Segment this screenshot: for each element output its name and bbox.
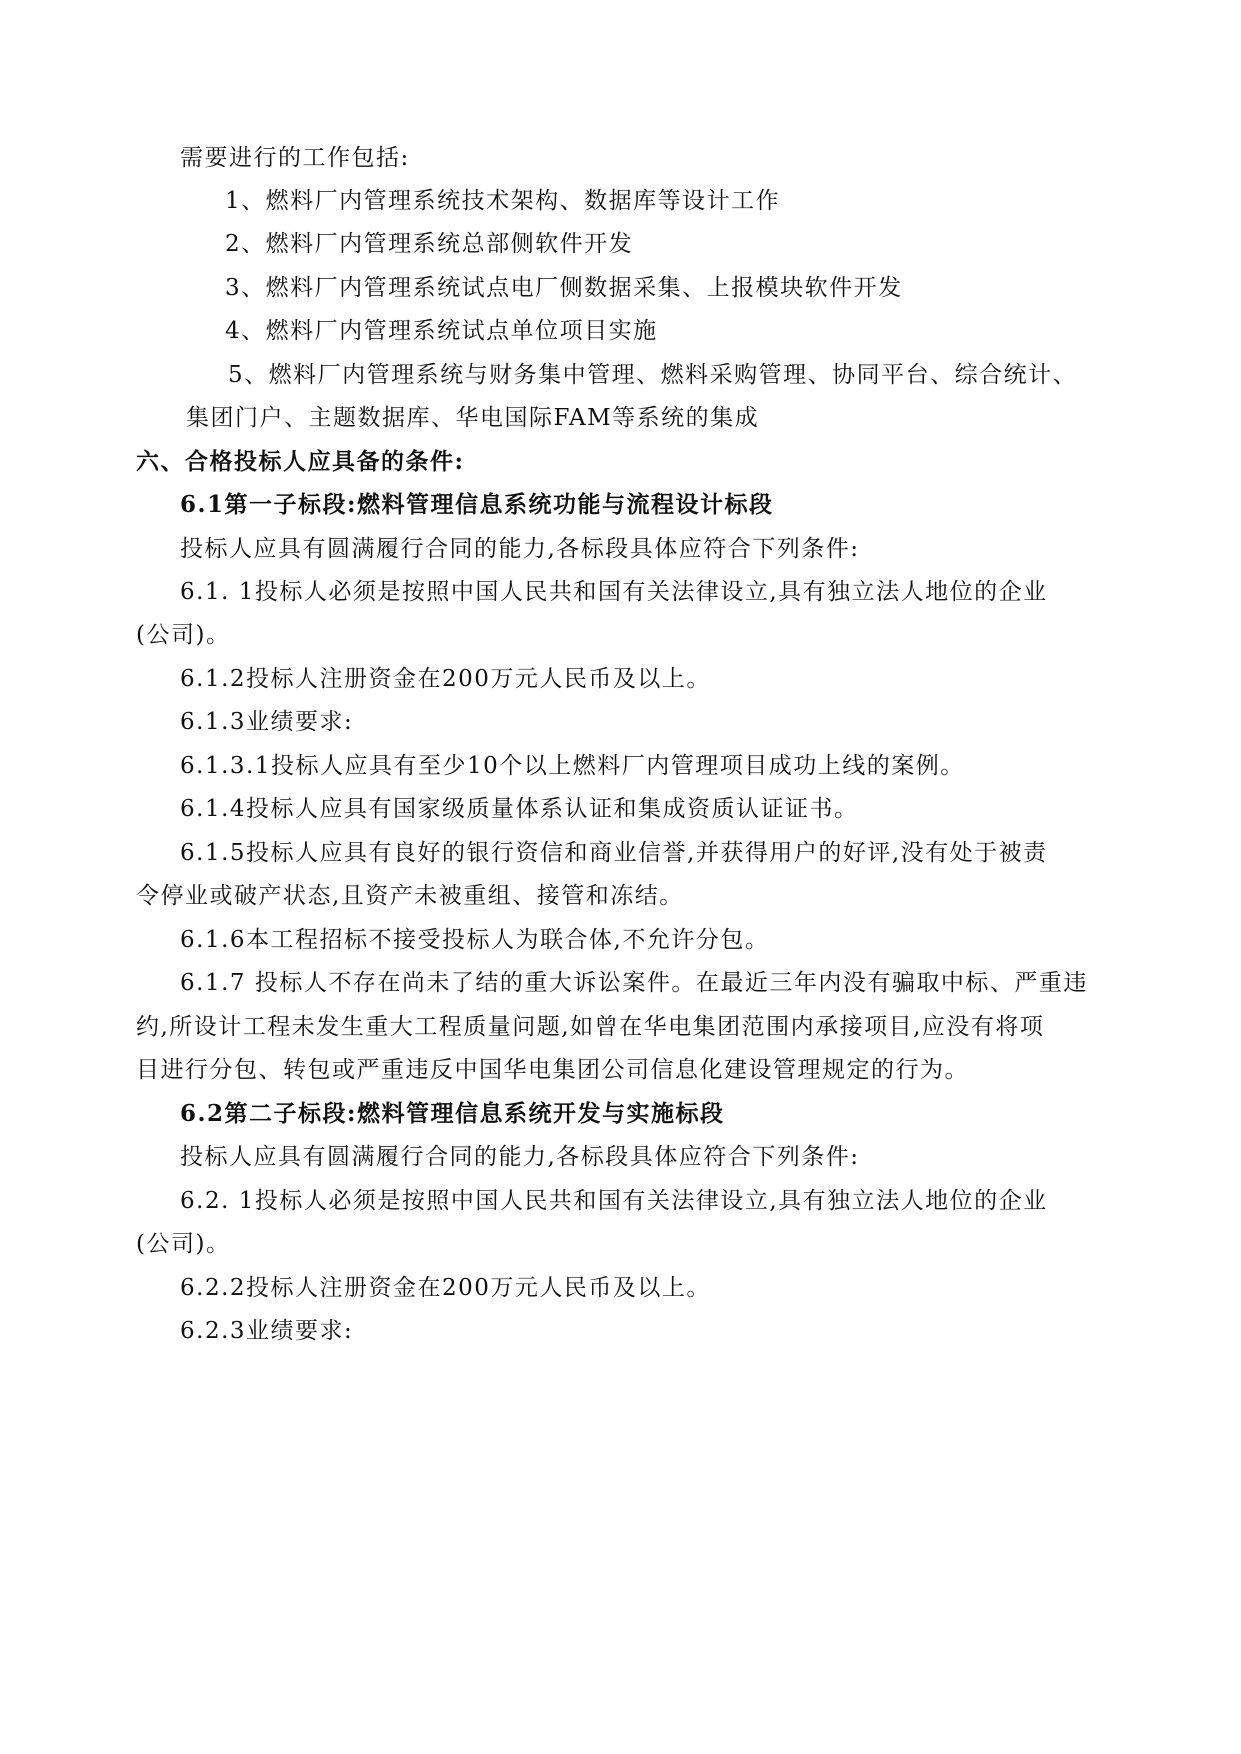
paragraph-line: 6.1.5投标人应具有良好的银行资信和商业信誉,并获得用户的好评,没有处于被责 (180, 840, 1048, 866)
paragraph-line: 令停业或破产状态,且资产未被重组、接管和冻结。 (136, 883, 684, 909)
paragraph-line: (公司)。 (136, 622, 231, 648)
work-item: 1、燃料厂内管理系统技术架构、数据库等设计工作 (225, 188, 781, 214)
paragraph-line: 6.2. 1投标人必须是按照中国人民共和国有关法律设立,具有独立法人地位的企业 (180, 1188, 1048, 1214)
work-item: 2、燃料厂内管理系统总部侧软件开发 (225, 231, 634, 257)
paragraph-line: 6.1.2投标人注册资金在200万元人民币及以上。 (180, 666, 711, 692)
paragraph-line: 6.1.6本工程招标不接受投标人为联合体,不允许分包。 (180, 927, 770, 953)
paragraph-line: 约,所设计工程未发生重大工程质量问题,如曾在华电集团范围内承接项目,应没有将项 (136, 1014, 1045, 1040)
paragraph-line: (公司)。 (136, 1231, 231, 1257)
intro-line: 需要进行的工作包括: (180, 145, 410, 171)
section-heading: 六、合格投标人应具备的条件: (136, 448, 465, 475)
paragraph-line: 6.1.3.1投标人应具有至少10个以上燃料厂内管理项目成功上线的案例。 (180, 753, 965, 779)
paragraph-line: 6.2.3业绩要求: (180, 1318, 354, 1344)
paragraph-line: 投标人应具有圆满履行合同的能力,各标段具体应符合下列条件: (180, 1144, 860, 1170)
work-item: 3、燃料厂内管理系统试点电厂侧数据采集、上报模块软件开发 (225, 275, 903, 301)
paragraph-line: 6.1.4投标人应具有国家级质量体系认证和集成资质认证证书。 (180, 796, 859, 822)
paragraph-line: 投标人应具有圆满履行合同的能力,各标段具体应符合下列条件: (180, 536, 860, 562)
subsection-heading: 6.1第一子标段:燃料管理信息系统功能与流程设计标段 (180, 491, 774, 518)
paragraph-line: 目进行分包、转包或严重违反中国华电集团公司信息化建设管理规定的行为。 (136, 1057, 969, 1083)
work-item-continuation: 集团门户、主题数据库、华电国际FAM等系统的集成 (186, 405, 760, 431)
work-item: 5、燃料厂内管理系统与财务集中管理、燃料采购管理、协同平台、综合统计、 (228, 362, 1078, 388)
work-item: 4、燃料厂内管理系统试点单位项目实施 (225, 318, 658, 344)
subsection-heading: 6.2第二子标段:燃料管理信息系统开发与实施标段 (180, 1100, 725, 1127)
paragraph-line: 6.1.7 投标人不存在尚未了结的重大诉讼案件。在最近三年内没有骗取中标、严重违 (180, 970, 1088, 996)
paragraph-line: 6.1.3业绩要求: (180, 709, 354, 735)
paragraph-line: 6.1. 1投标人必须是按照中国人民共和国有关法律设立,具有独立法人地位的企业 (180, 579, 1048, 605)
paragraph-line: 6.2.2投标人注册资金在200万元人民币及以上。 (180, 1275, 711, 1301)
